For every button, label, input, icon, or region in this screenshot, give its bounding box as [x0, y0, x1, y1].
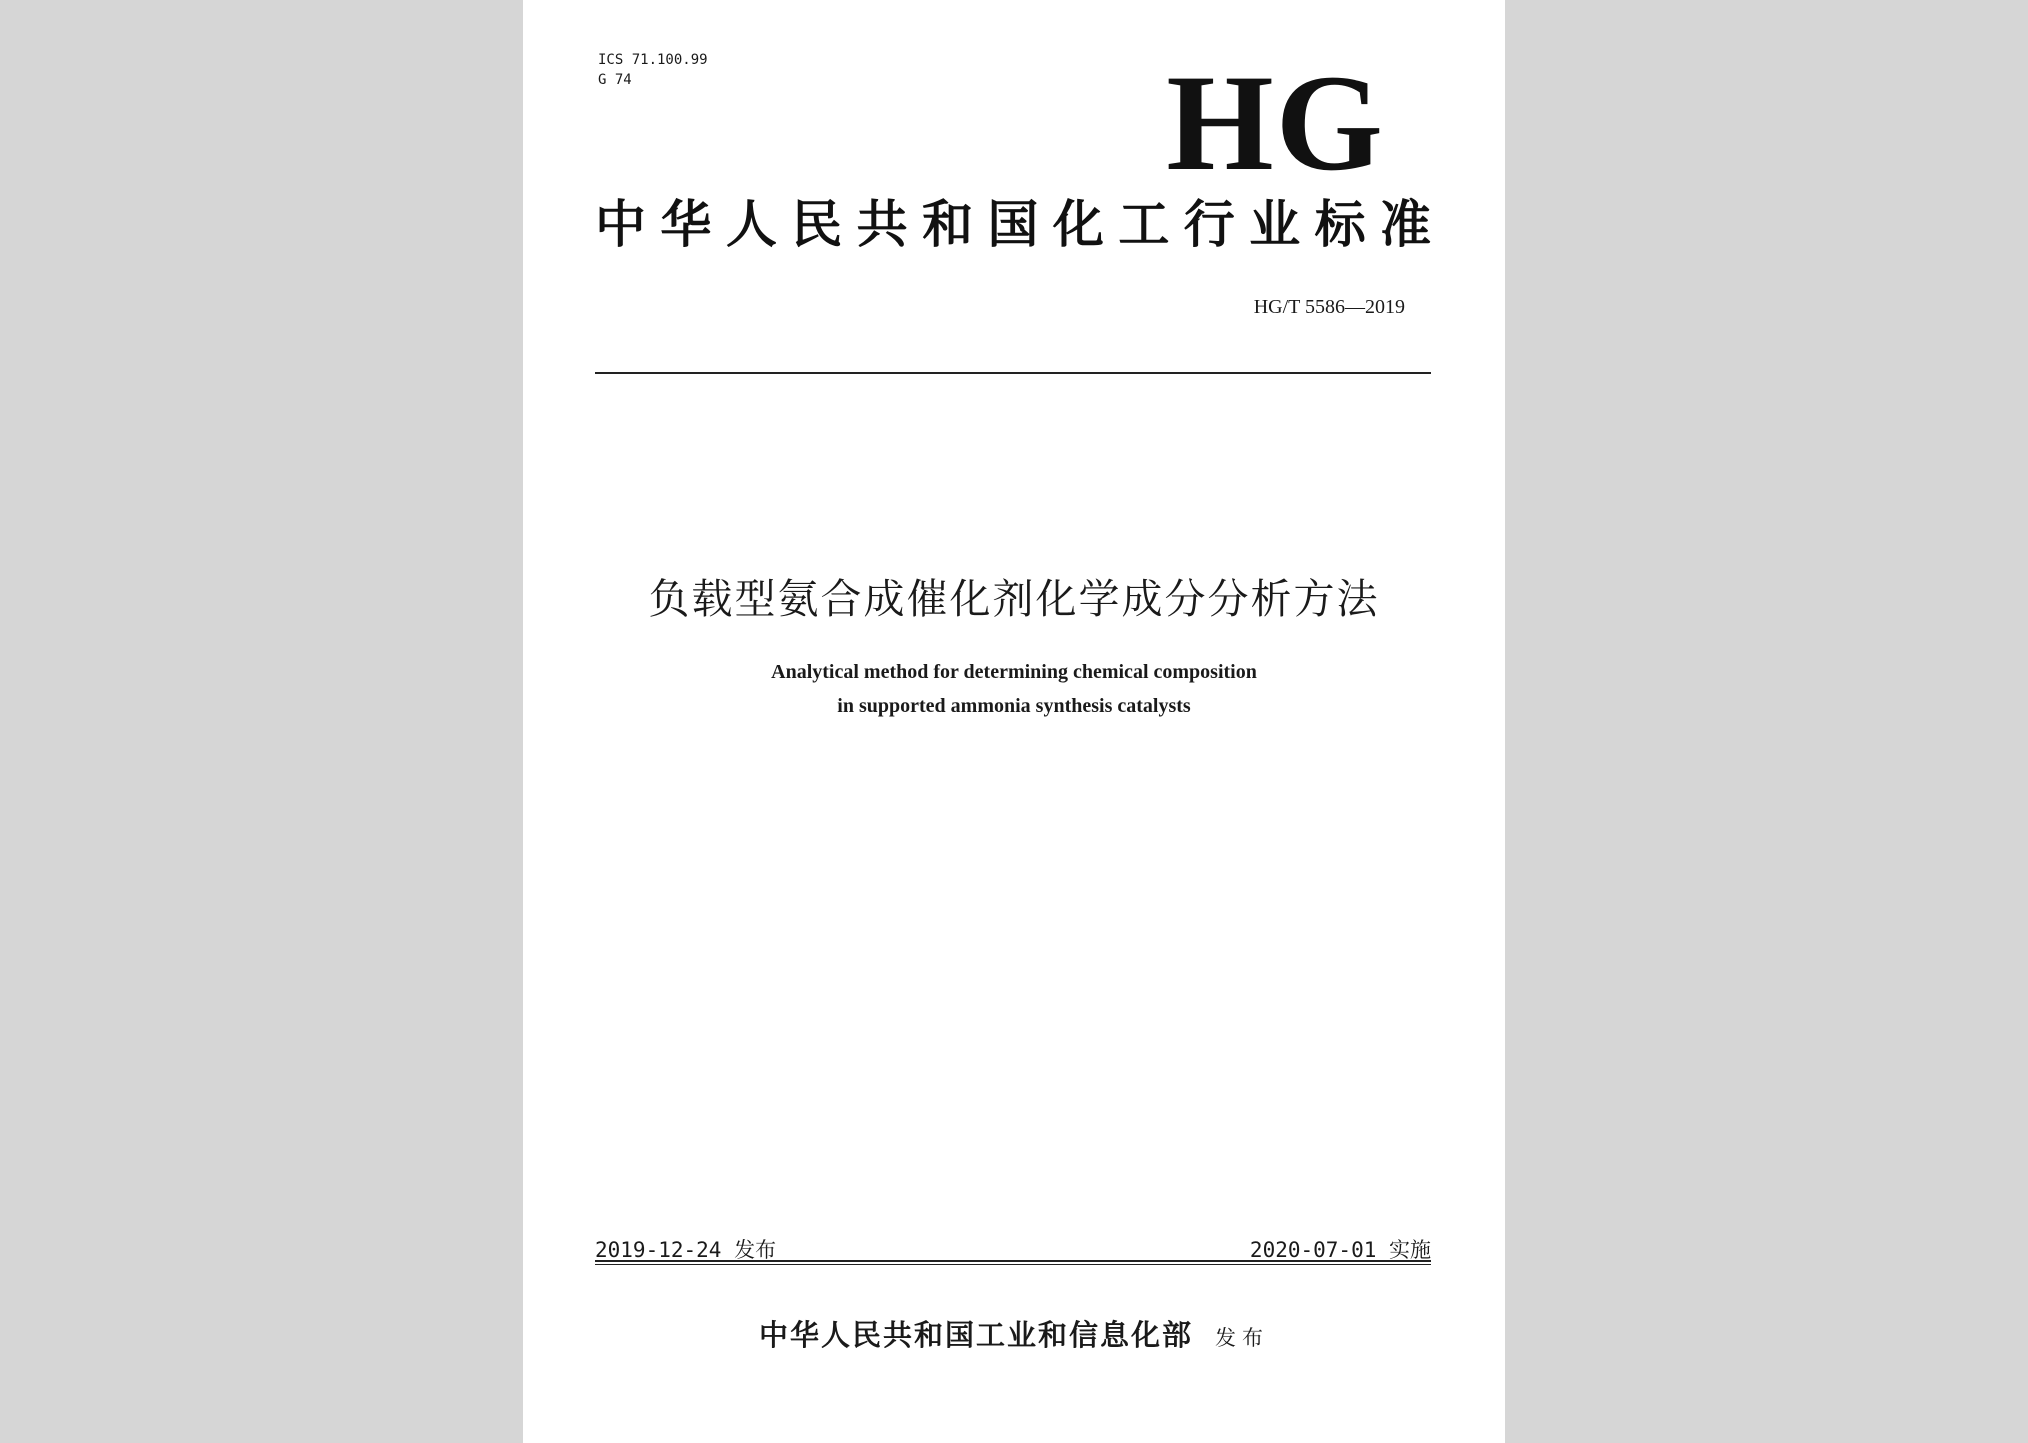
header-divider	[595, 372, 1431, 374]
ics-code: ICS 71.100.99	[598, 52, 708, 68]
ccs-code: G 74	[598, 72, 632, 88]
agency-title: 中华人民共和国化工行业标准	[595, 195, 1431, 255]
implementation-date: 2020-07-01 实施	[1249, 1238, 1431, 1262]
publisher-action: 发布	[1215, 1326, 1269, 1350]
publisher-line	[523, 1313, 1505, 1354]
title-english-line-2: in supported ammonia synthesis catalysts	[837, 695, 1191, 717]
title-english-line-1: Analytical method for determining chemical composition	[771, 661, 1257, 683]
standard-number: HG/T 5586—2019	[1253, 296, 1405, 318]
publisher-name: 中华人民共和国工业和信息化部	[758, 1318, 1193, 1352]
document-cover-page	[523, 0, 1505, 1443]
footer-divider-thick	[595, 1260, 1431, 1262]
title-chinese: 负载型氨合成催化剂化学成分分析方法	[648, 575, 1380, 623]
footer-divider-thin	[595, 1264, 1431, 1265]
hg-logo: HG	[1166, 46, 1385, 199]
issue-date: 2019-12-24 发布	[595, 1238, 777, 1262]
